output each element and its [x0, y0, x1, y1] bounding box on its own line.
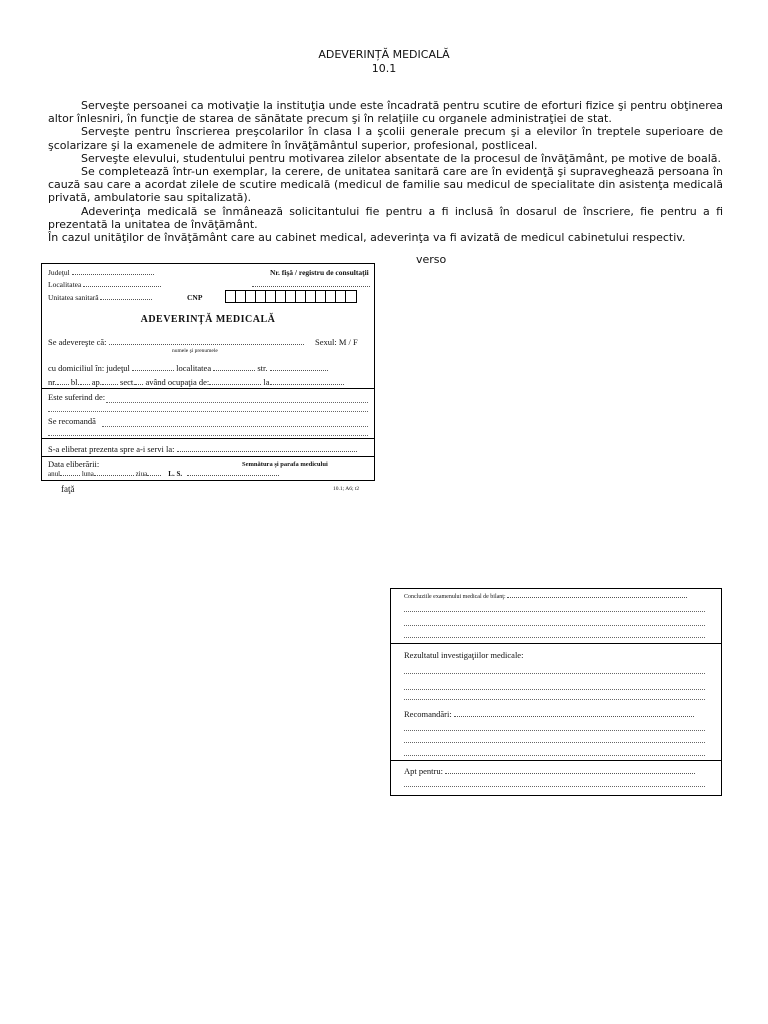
nr-fisa-field [252, 280, 370, 289]
bl-label: bl. [70, 377, 80, 387]
cnp-digit-box[interactable] [336, 291, 346, 302]
localitate-field [48, 280, 161, 289]
eliberat-field [48, 444, 357, 454]
ziua-label: ziua [135, 470, 148, 478]
adevereste-field [48, 337, 304, 347]
divider [391, 760, 721, 761]
cnp-digit-box[interactable] [276, 291, 286, 302]
front-form [41, 263, 375, 481]
back-form [390, 588, 722, 796]
cnp-digit-box[interactable] [326, 291, 336, 302]
intro-paragraph: Serveşte elevului, studentului pentru motivarea zilelor absentate de la procesul de învăţământ, pe motive de boală. [81, 151, 722, 165]
fata-label: faţă [61, 484, 75, 494]
document-code: 10.1 [371, 62, 397, 75]
document-title [0, 48, 768, 76]
cnp-digit-box[interactable] [286, 291, 296, 302]
cnp-digit-box[interactable] [246, 291, 256, 302]
adevereste-label: Se adevereşte că: [48, 337, 107, 347]
concluzii-label: Concluziile examenului medical de bilanţ: [404, 594, 506, 600]
suferind-label: Este suferind de: [48, 392, 106, 402]
cnp-digit-box[interactable] [226, 291, 236, 302]
intro-text [48, 99, 723, 244]
cnp-label: CNP [187, 293, 203, 302]
rezultat-label: Rezultatul investigaţiilor medicale: [404, 650, 524, 660]
cnp-digit-box[interactable] [306, 291, 316, 302]
apt-label: Apt pentru: [404, 766, 443, 776]
data-eliberarii-label: Data eliberării: [48, 459, 100, 469]
unitate-sanitara-field [48, 293, 152, 302]
luna-label: luna [81, 470, 94, 478]
cnp-digit-box[interactable] [316, 291, 326, 302]
intro-paragraph: Serveşte pentru înscrierea preşcolarilor în clasa I a şcolii generale precum şi a elevilor în treptele superioare de şcolarizare şi la examenele de admitere în învăţământul superior, profesional, postliceal. [48, 125, 723, 152]
anul-label: anul [48, 470, 61, 478]
ls-label: L. S. [168, 470, 183, 478]
cnp-digit-box[interactable] [346, 291, 356, 302]
divider [391, 643, 721, 644]
cnp-digit-box[interactable] [296, 291, 306, 302]
intro-paragraph: Serveşte persoanei ca motivaţie la instituţia unde este încadrată pentru scutire de eforturi fizice şi pentru obţinerea altor înlesniri, în funcţie de starea de sănătate precum şi în relaţiile cu organele administraţiei de stat. [48, 99, 723, 126]
recomandari-field [404, 709, 694, 719]
intro-paragraph: În cazul unităţilor de învăţământ care au cabinet medical, adeverinţa va fi avizată de medicul cabinetului respectiv. [48, 231, 686, 245]
divider [42, 388, 374, 389]
form-heading: ADEVERINȚĂ MEDICALĂ [140, 314, 276, 325]
recomandari-label: Recomandări: [404, 709, 452, 719]
ap-label: ap. [91, 377, 102, 387]
localitate-label: Localitatea [48, 280, 82, 289]
la-label: la [263, 377, 270, 387]
semnatura-label: Semnătura şi parafa medicului [242, 461, 328, 468]
cnp-boxes [225, 290, 357, 303]
concluzii-field [404, 594, 687, 600]
unitate-sanitara-label: Unitatea sanitară [48, 293, 99, 302]
data-line [48, 470, 279, 478]
sex-label: Sexul: M / F [315, 337, 358, 347]
domiciliu-line [48, 363, 328, 373]
nr-label: nr. [48, 377, 57, 387]
recomanda-label: Se recomandă [48, 416, 96, 426]
domiciliu-label: cu domiciliul în: judeţul [48, 363, 130, 373]
intro-paragraph: Adeverinţa medicală se înmânează solicitantului fie pentru a fi inclusă în dosarul de înscriere, fie pentru a fi prezentată la unitatea de învăţământ. [48, 204, 723, 231]
ocupatie-label: având ocupaţia de: [145, 377, 210, 387]
cnp-digit-box[interactable] [236, 291, 246, 302]
localitate2-label: localitatea [176, 363, 212, 373]
eliberat-label: S-a eliberat prezenta spre a-i servi la: [48, 444, 175, 454]
intro-paragraph: Se completează într-un exemplar, la cerere, de unitatea sanitară care are în evidenţă şi supraveghează persoana în cauză sau care a acordat zilele de scutire medicală (medicul de familie sau medicul de specialitate din asistenţa medicală privată, ambulatorie sau spitalizată). [48, 165, 723, 205]
name-hint: numele şi prenumele [172, 348, 218, 354]
strada-label: str. [257, 363, 268, 373]
adresa-line [48, 377, 344, 387]
judet-field [48, 268, 154, 277]
cnp-digit-box[interactable] [256, 291, 266, 302]
verso-label: verso [416, 253, 447, 266]
cnp-digit-box[interactable] [266, 291, 276, 302]
divider [42, 456, 374, 457]
form-code: 10.1; A6; t2 [333, 486, 360, 492]
document-title-text: ADEVERINȚĂ MEDICALĂ [318, 48, 450, 61]
sect-label: sect. [120, 377, 136, 387]
nr-fisa-label: Nr. fişă / registru de consultaţii [270, 268, 369, 277]
divider [42, 438, 374, 439]
judet-label: Judeţul [48, 268, 70, 277]
apt-field [404, 766, 695, 776]
